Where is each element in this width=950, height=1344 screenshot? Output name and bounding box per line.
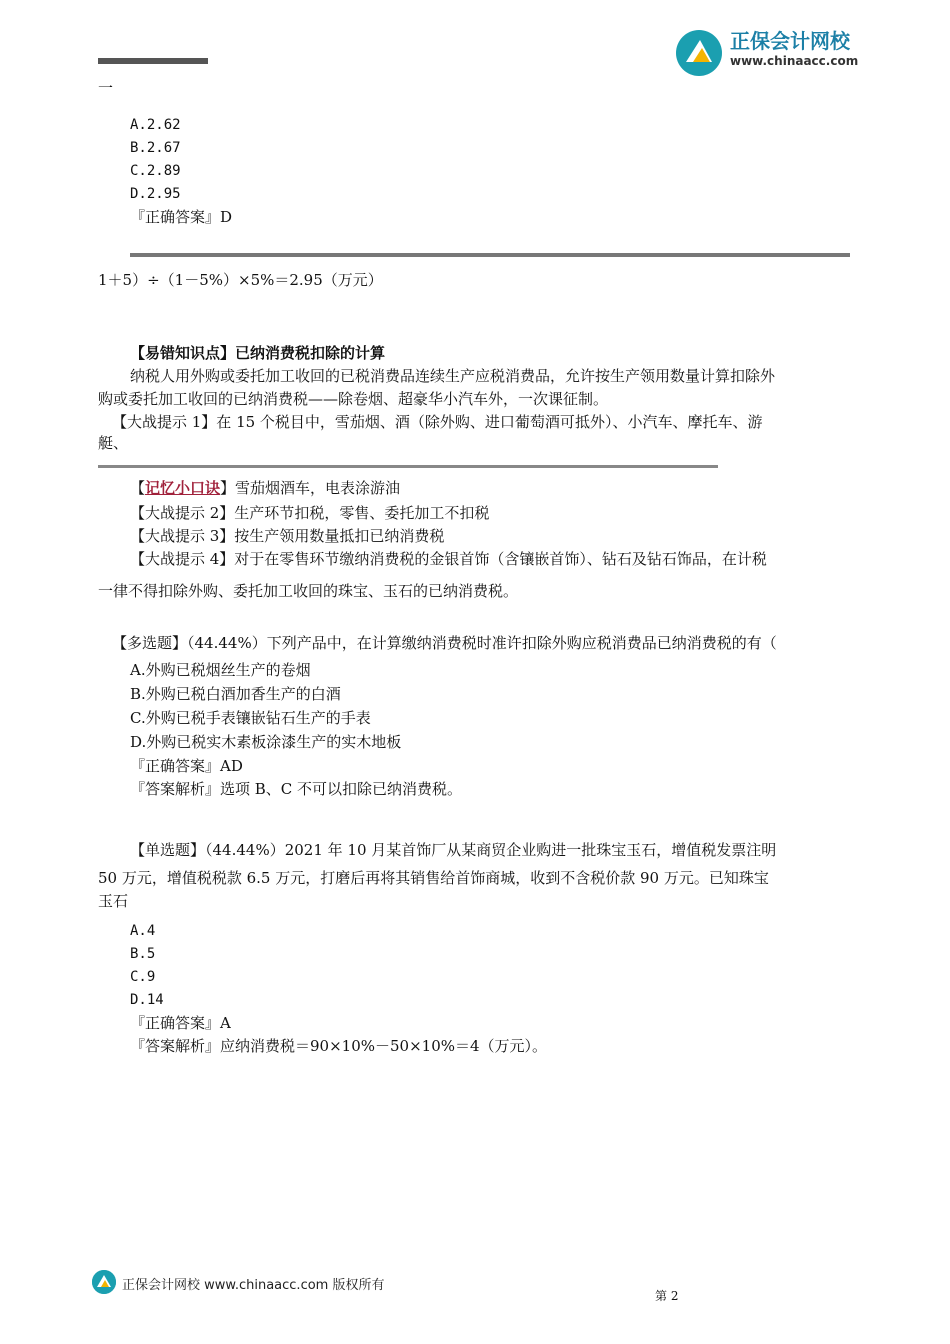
q1-analysis-cont: 1＋5）÷（1－5%）×5%＝2.95（万元） [98, 271, 383, 289]
q3-answer: 『正确答案』A [130, 1014, 231, 1032]
site-logo[interactable] [676, 28, 866, 78]
memo-line: 【记忆小口诀】雪茄烟酒车，电表涂游油 [130, 479, 401, 497]
footer-copyright: 正保会计网校 www.chinaacc.com 版权所有 [122, 1278, 385, 1293]
q3-stem-line2: 50 万元，增值税税款 6.5 万元，打磨后再将其销售给首饰商城，收到不含税价款 90 万元。已知珠宝 [98, 869, 769, 887]
memo-text: 雪茄烟酒车，电表涂游油 [235, 479, 401, 497]
q2-option-a: A.外购已税烟丝生产的卷烟 [130, 661, 311, 679]
q3-analysis: 『答案解析』应纳消费税＝90×10%－50×10%＝4（万元）。 [130, 1037, 548, 1055]
q1-answer: 『正确答案』D [130, 208, 233, 226]
section-para1-line2: 购或委托加工收回的已纳消费税——除卷烟、超豪华小汽车外，一次课征制。 [98, 390, 609, 408]
q1-analysis-cut [130, 244, 850, 250]
q2-option-b: B.外购已税白酒加香生产的白酒 [130, 685, 341, 703]
logo-brand-sub: 会计网校 [770, 29, 850, 53]
tip4-cont: 一律不得扣除外购、委托加工收回的珠宝、玉石的已纳消费税。 [98, 582, 519, 600]
top-fragment: 一 [98, 79, 114, 97]
q2-option-c: C.外购已税手表镶嵌钻石生产的手表 [130, 709, 371, 727]
section-para1-line1: 纳税人用外购或委托加工收回的已税消费品连续生产应税消费品，允许按生产领用数量计算扣除外 [130, 367, 776, 385]
logo-url: www.chinaacc.com [730, 54, 859, 68]
tip2: 【大战提示 2】生产环节扣税，零售、委托加工不扣税 [130, 504, 490, 522]
q3-option-c: C.9 [130, 969, 156, 985]
tip3: 【大战提示 3】按生产领用数量抵扣已纳消费税 [130, 527, 445, 545]
q3-stem-line3: 玉石 [98, 892, 129, 910]
q3-option-a: A.4 [130, 923, 156, 939]
q2-stem-partial: 【多选题】（44.44%）下列产品中，在计算缴纳消费税时准许扣除外购应税消费品已纳消费税的有（ [112, 634, 777, 652]
memo-label: 记忆小口诀 [145, 479, 221, 497]
tip1-line1: 【大战提示 1】在 15 个税目中，雪茄烟、酒（除外购、进口葡萄酒可抵外）、小汽车、摩托车、游 [112, 413, 763, 431]
q1-option-d: D.2.95 [130, 186, 181, 202]
q2-option-d: D.外购已税实木素板涂漆生产的实木地板 [130, 733, 402, 751]
tip4-partial: 【大战提示 4】对于在零售环节缴纳消费税的金银首饰（含镶嵌首饰）、钻石及钻石饰品，在计税 [130, 550, 767, 568]
cut-text-fragment [98, 52, 218, 64]
section-title: 【易错知识点】已纳消费税扣除的计算 [130, 344, 386, 362]
q2-answer: 『正确答案』AD [130, 757, 243, 775]
logo-brand: 正保 [730, 29, 770, 53]
page-number: 第 2 [655, 1289, 679, 1303]
tip1-line2: 艇、 [98, 434, 129, 452]
q1-option-a: A.2.62 [130, 117, 181, 133]
q3-option-d: D.14 [130, 992, 164, 1008]
q1-option-b: B.2.67 [130, 140, 181, 156]
logo-icon [676, 30, 722, 76]
q1-option-c: C.2.89 [130, 163, 181, 179]
q3-option-b: B.5 [130, 946, 156, 962]
q2-analysis: 『答案解析』选项 B、C 不可以扣除已纳消费税。 [130, 780, 463, 798]
footer-logo-icon [92, 1270, 116, 1294]
q3-stem-partial: 【单选题】（44.44%）2021 年 10 月某首饰厂从某商贸企业购进一批珠宝玉石，增值税发票注明 [130, 841, 777, 859]
tip1-cut [98, 456, 818, 462]
